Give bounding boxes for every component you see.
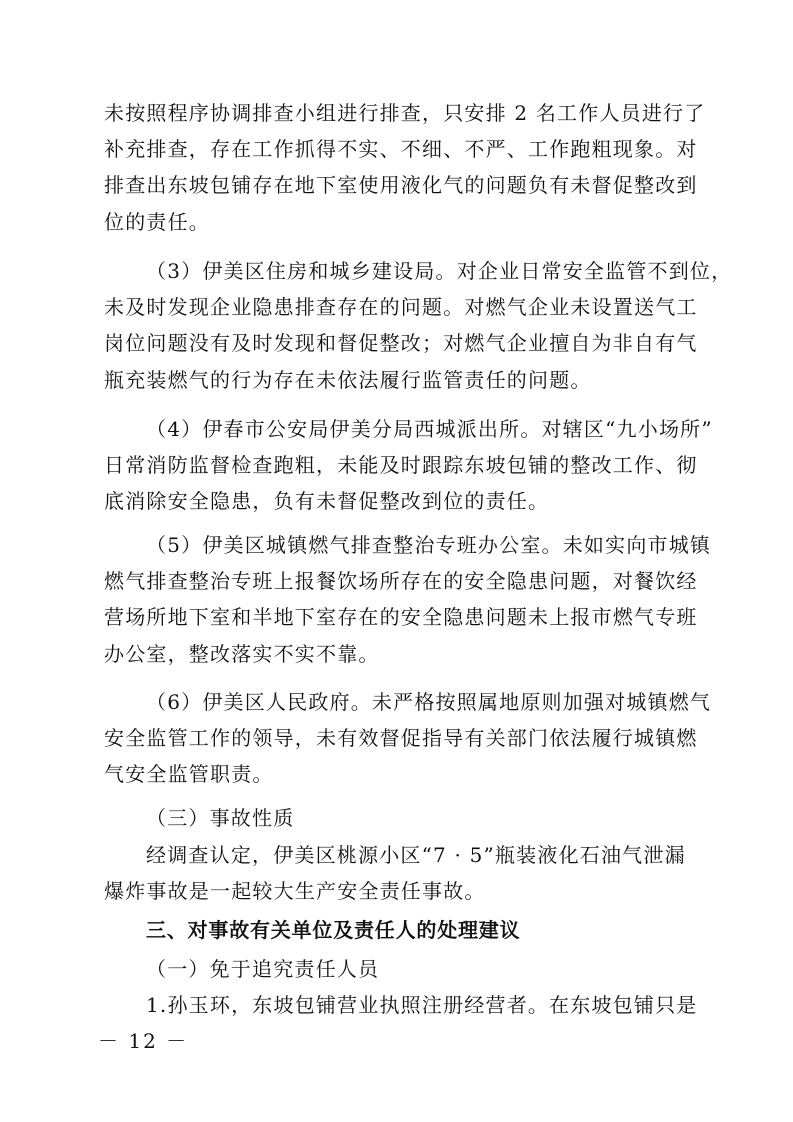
text-line: 位的责任。 (104, 209, 210, 234)
text-line: 岗位问题没有及时发现和督促整改；对燃气企业擅自为非自有气 (104, 331, 698, 356)
text-line: 未按照程序协调排查小组进行排查，只安排 2 名工作人员进行了 (104, 101, 706, 125)
text-line: （3）伊美区住房和城乡建设局。对企业日常安全监管不到位， (146, 259, 733, 283)
paragraph-police-station (104, 411, 712, 520)
text-line: 底消除安全隐患，负有未督促整改到位的责任。 (104, 489, 550, 514)
text-line: 气安全监管职责。 (104, 762, 274, 787)
text-line: 未及时发现企业隐患排查存在的问题。对燃气企业未设置送气工 (104, 295, 698, 320)
text-line: 补充排查，存在工作抓得不实、不细、不严、工作跑粗现象。对 (104, 137, 698, 162)
paragraph-sun-yuhuan (104, 987, 712, 1023)
text-line: （4）伊春市公安局伊美分局西城派出所。对辖区“九小场所” (146, 417, 713, 441)
section-heading-accident-nature: （三）事故性质 (146, 806, 295, 830)
text-line: 经调查认定，伊美区桃源小区“7 · 5”瓶装液化石油气泄漏 (146, 843, 686, 867)
text-line: （6）伊美区人民政府。未严格按照属地原则加强对城镇燃气 (146, 690, 712, 714)
paragraph-district-government (104, 684, 712, 793)
text-line: 营场所地下室和半地下室存在的安全隐患问题未上报市燃气专班 (104, 605, 698, 630)
paragraph-township-inspection (104, 95, 712, 240)
text-line: 爆炸事故是一起较大生产安全责任事故。 (104, 879, 486, 904)
text-line: 瓶充装燃气的行为存在未依法履行监管责任的问题。 (104, 367, 592, 392)
text-line: 办公室，整改落实不实不靠。 (104, 641, 380, 666)
paragraph-housing-bureau (104, 253, 733, 398)
text-line: 1.孙玉环，东坡包铺营业执照注册经营者。在东坡包铺只是 (146, 993, 698, 1017)
paragraph-accident-nature (104, 837, 712, 909)
text-line: 燃气排查整治专班上报餐饮场所存在的安全隐患问题，对餐饮经 (104, 569, 698, 594)
text-line: 排查出东坡包铺存在地下室使用液化气的问题负有未督促整改到 (104, 173, 698, 198)
section-heading-handling-suggestions: 三、对事故有关单位及责任人的处理建议 (146, 918, 521, 942)
text-line: 日常消防监督检查跑粗，未能及时跟踪东坡包铺的整改工作、彻 (104, 453, 698, 478)
text-line: 安全监管工作的领导，未有效督促指导有关部门依法履行城镇燃 (104, 726, 698, 751)
text-line: （5）伊美区城镇燃气排查整治专班办公室。未如实向市城镇 (146, 533, 712, 557)
page-number: － 12 － (98, 1029, 189, 1053)
paragraph-gas-office (104, 527, 712, 672)
section-heading-exempt-persons: （一）免于追究责任人员 (146, 957, 380, 981)
